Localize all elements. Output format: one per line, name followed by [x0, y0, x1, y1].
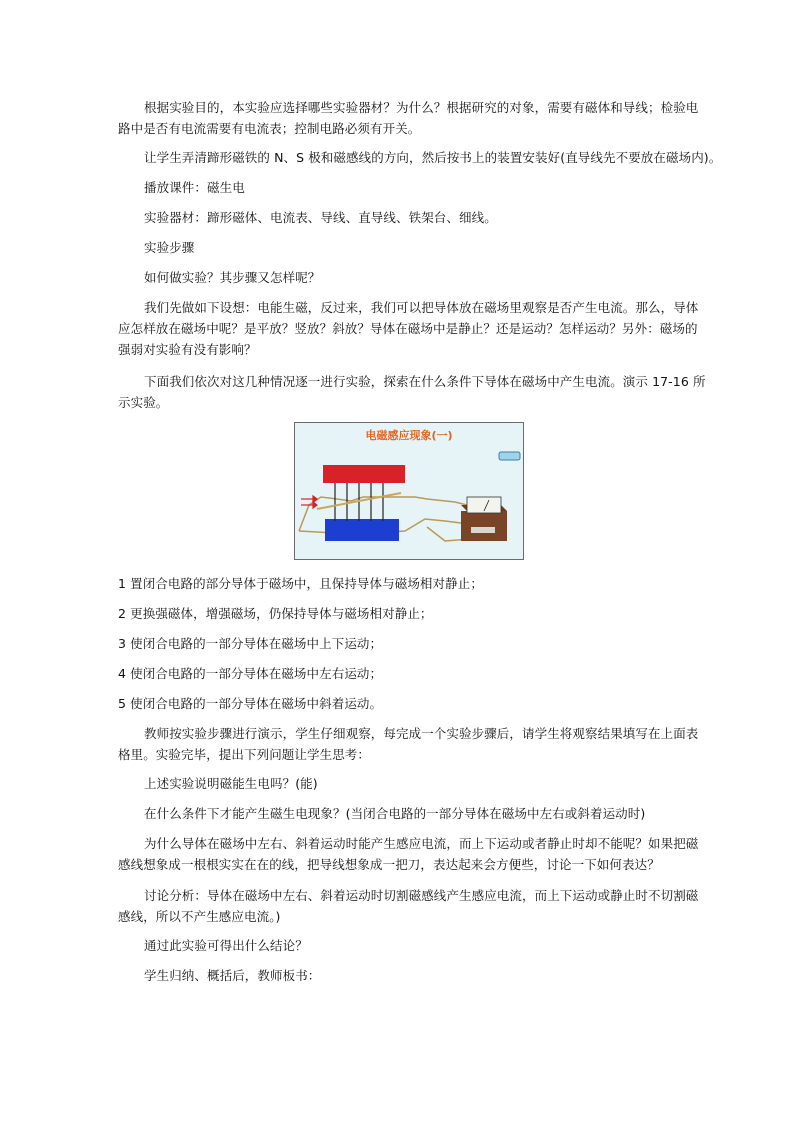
- section-heading: 实验步骤: [144, 240, 195, 255]
- paragraph-continuation: 应怎样放在磁场中呢？是平放？竖放？斜放？导体在磁场中是静止？还是运动？怎样运动？另外：磁场的: [118, 321, 698, 336]
- question: 上述实验说明磁能生电吗？(能): [144, 776, 318, 791]
- question: 在什么条件下才能产生磁生电现象？(当闭合电路的一部分导体在磁场中左右或斜着运动时): [144, 806, 646, 821]
- question: 为什么导体在磁场中左右、斜着运动时能产生感应电流，而上下运动或者静止时却不能呢？如果把磁: [144, 836, 699, 851]
- paragraph-continuation: 示实验。: [118, 395, 169, 410]
- experiment-figure: [294, 422, 524, 560]
- south-pole: [325, 519, 399, 541]
- question-continuation: 感线想象成一根根实实在在的线，把导线想象成一把刀，表达起来会方便些，讨论一下如何表达？: [118, 857, 660, 872]
- step-item: 4 使闭合电路的一部分导体在磁场中左右运动；: [118, 666, 383, 681]
- figure-button[interactable]: [499, 452, 520, 460]
- induction-diagram: [295, 423, 523, 559]
- paragraph: 教师按实验步骤进行演示，学生仔细观察，每完成一个实验步骤后，请学生将观察结果填写在上面表: [144, 726, 699, 741]
- paragraph: 如何做实验？其步骤又怎样呢？: [144, 270, 321, 285]
- north-pole: [323, 465, 405, 483]
- step-item: 2 更换强磁体，增强磁场，仍保持导体与磁场相对静止；: [118, 606, 433, 621]
- galvanometer-icon: [461, 497, 507, 541]
- answer-continuation: 感线，所以不产生感应电流。): [118, 909, 281, 924]
- paragraph-continuation: 强弱对实验有没有影响？: [118, 342, 257, 357]
- paragraph: 下面我们依次对这几种情况逐一进行实验，探索在什么条件下导体在磁场中产生电流。演示 17-16 所: [144, 374, 706, 389]
- step-item: 5 使闭合电路的一部分导体在磁场中斜着运动。: [118, 696, 383, 711]
- paragraph: 学生归纳、概括后，教师板书：: [144, 968, 321, 983]
- step-item: 3 使闭合电路的一部分导体在磁场中上下运动；: [118, 636, 383, 651]
- paragraph-continuation: 路中是否有电流需要有电流表；控制电路必须有开关。: [118, 121, 421, 136]
- step-item: 1 置闭合电路的部分导体于磁场中，且保持导体与磁场相对静止；: [118, 576, 483, 591]
- paragraph: 让学生弄清蹄形磁铁的 N、S 极和磁感线的方向，然后按书上的装置安装好(直导线先不要放在磁场内)。: [144, 150, 722, 165]
- paragraph: 实验器材：蹄形磁体、电流表、导线、直导线、铁架台、细线。: [144, 210, 497, 225]
- question: 通过此实验可得出什么结论？: [144, 938, 308, 953]
- paragraph: 根据实验目的，本实验应选择哪些实验器材？为什么？根据研究的对象，需要有磁体和导线；检验电: [144, 100, 699, 115]
- paragraph-continuation: 格里。实验完毕，提出下列问题让学生思考：: [118, 747, 371, 762]
- answer: 讨论分析：导体在磁场中左右、斜着运动时切割磁感线产生感应电流，而上下运动或静止时不切割磁: [144, 888, 699, 903]
- paragraph: 我们先做如下设想：电能生磁，反过来，我们可以把导体放在磁场里观察是否产生电流。那么，导体: [144, 300, 699, 315]
- figure-title: 电磁感应现象(一): [365, 429, 453, 442]
- paragraph: 播放课件：磁生电: [144, 180, 245, 195]
